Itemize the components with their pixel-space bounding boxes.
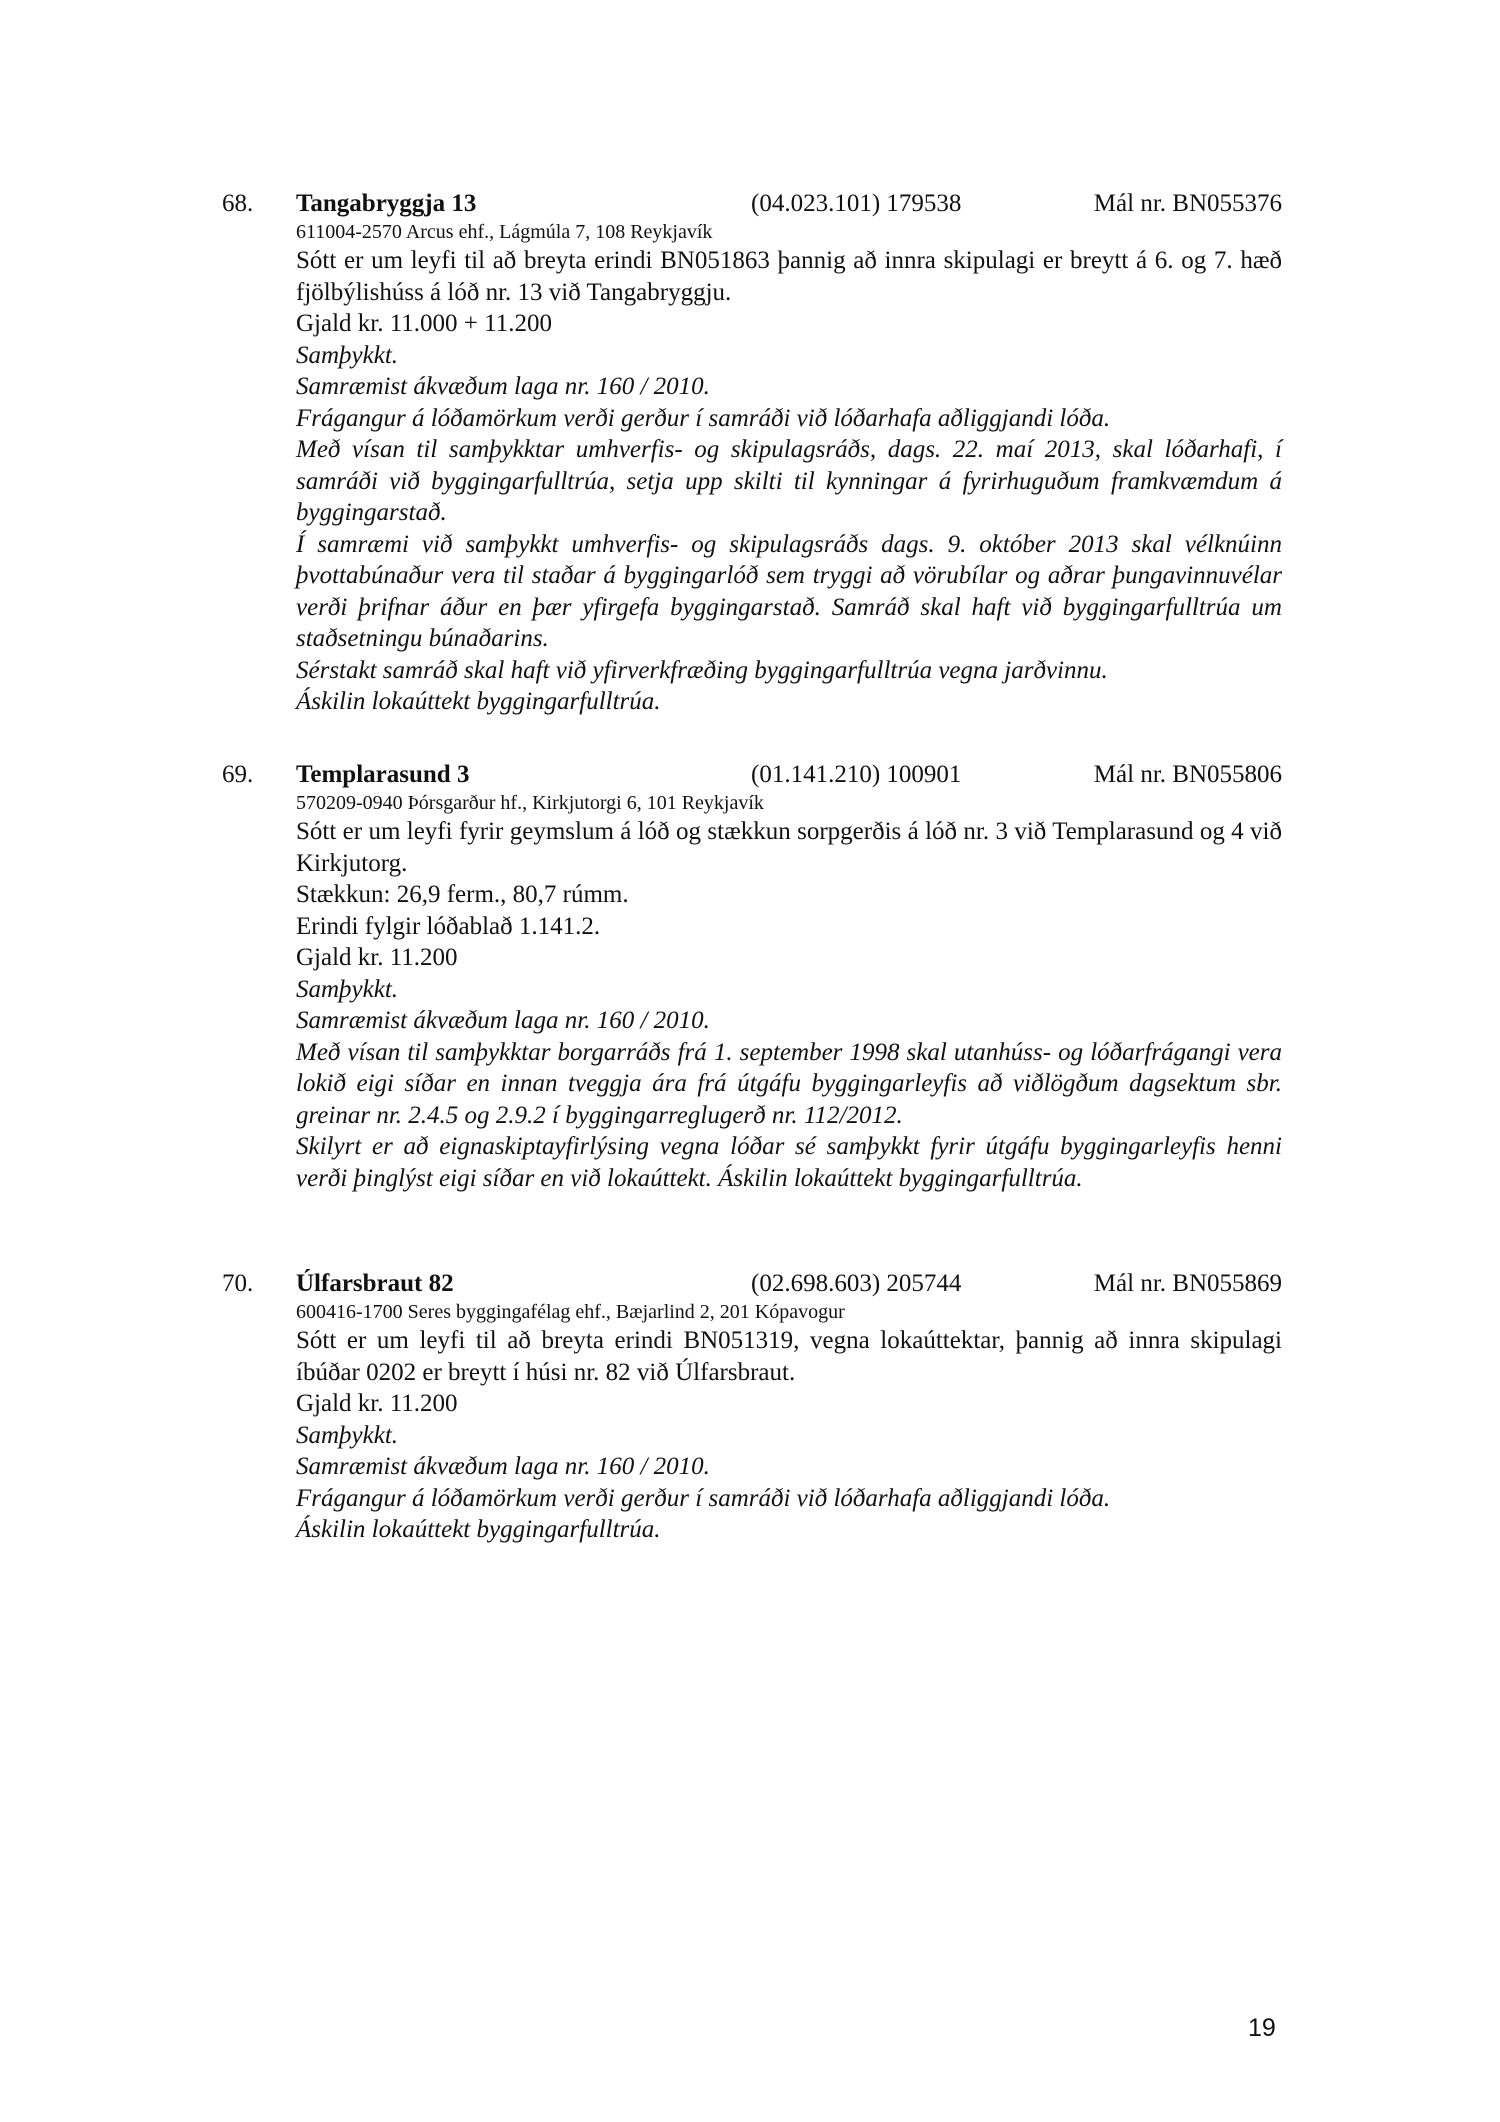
paragraph: Sótt er um leyfi til að breyta erindi BN051863 þannig að innra skipulagi er breytt á 6. og 7. hæð fjölbýlishúss á lóð nr. 13 við Tangabryggju. (296, 247, 1282, 306)
property-address: Úlfarsbraut 82 (296, 1270, 454, 1297)
paragraph: Gjald kr. 11.200 (296, 944, 458, 971)
entry-body (296, 245, 1282, 718)
paragraph: Samræmist ákvæðum laga nr. 160 / 2010. (296, 373, 710, 400)
page-number: 19 (1248, 2014, 1276, 2042)
paragraph: Með vísan til samþykktar umhverfis- og skipulagsráðs, dags. 22. maí 2013, skal lóðarhafi, í samráði við byggingarfulltrúa, setja upp skilti til kynningar á fyrirhuguðum framkvæmdum á byggingarstað. (296, 436, 1282, 526)
entry-header (222, 187, 1282, 221)
case-entry (222, 187, 1282, 718)
paragraph: Skilyrt er að eignaskiptayfirlýsing vegna lóðar sé samþykkt fyrir útgáfu byggingarleyfis henni verði þinglýst eigi síðar en við lokaúttekt. Áskilin lokaúttekt byggingarfulltrúa. (296, 1133, 1282, 1192)
paragraph: Frágangur á lóðamörkum verði gerður í samráði við lóðarhafa aðliggjandi lóða. (296, 1484, 1111, 1512)
paragraph: Áskilin lokaúttekt byggingarfulltrúa. (296, 688, 661, 715)
paragraph: Samþykkt. (296, 1421, 399, 1449)
property-address: Templarasund 3 (296, 761, 470, 788)
paragraph: Samþykkt. (296, 975, 399, 1003)
case-entry (222, 758, 1282, 1194)
case-entry (222, 1267, 1282, 1546)
paragraph: Áskilin lokaúttekt byggingarfulltrúa. (296, 1516, 661, 1543)
case-number: Mál nr. BN055806 (1093, 761, 1282, 788)
paragraph: Stækkun: 26,9 ferm., 80,7 rúmm. (296, 881, 629, 908)
entry-number: 68. (222, 190, 254, 217)
property-address: Tangabryggja 13 (296, 190, 477, 217)
case-number: Mál nr. BN055869 (1093, 1270, 1282, 1297)
entry-number: 69. (222, 761, 254, 788)
land-registry-code: (02.698.603) 205744 (751, 1270, 962, 1297)
paragraph: Með vísan til samþykktar borgarráðs frá 1. september 1998 skal utanhúss- og lóðarfrágangi vera lokið eigi síðar en innan tveggja ára frá útgáfu byggingarleyfis að viðlögðum dagsektum sbr. greinar nr. 2.4.5 og 2.9.2 í byggingarreglugerð nr. 112/2012. (296, 1038, 1282, 1129)
land-registry-code: (01.141.210) 100901 (751, 761, 962, 788)
paragraph: Samræmist ákvæðum laga nr. 160 / 2010. (296, 1007, 710, 1034)
paragraph: Sérstakt samráð skal haft við yfirverkfræðing byggingarfulltrúa vegna jarðvinnu. (296, 656, 1108, 684)
applicant-line: 600416-1700 Seres byggingafélag ehf., Bæjarlind 2, 201 Kópavogur (296, 1301, 845, 1323)
paragraph: Í samræmi við samþykkt umhverfis- og skipulagsráðs dags. 9. október 2013 skal vélknúinn þvottabúnaður vera til staðar á byggingarlóð sem tryggi að vörubílar og aðrar þungavinnuvélar verði þrifnar áður en þær yfirgefa byggingarstað. Samráð skal haft við byggingarfulltrúa um staðsetningu búnaðarins. (296, 530, 1282, 652)
paragraph: Sótt er um leyfi til að breyta erindi BN051319, vegna lokaúttektar, þannig að innra skipulagi íbúðar 0202 er breytt í húsi nr. 82 við Úlfarsbraut. (296, 1327, 1282, 1386)
paragraph: Erindi fylgir lóðablað 1.141.2. (296, 912, 601, 940)
entry-header (222, 1267, 1282, 1301)
entry-body (296, 816, 1282, 1194)
paragraph: Gjald kr. 11.000 + 11.200 (296, 310, 552, 337)
land-registry-code: (04.023.101) 179538 (751, 190, 962, 217)
paragraph: Samræmist ákvæðum laga nr. 160 / 2010. (296, 1453, 710, 1480)
paragraph: Sótt er um leyfi fyrir geymslum á lóð og stækkun sorpgerðis á lóð nr. 3 við Templarasund og 4 við Kirkjutorg. (296, 818, 1282, 877)
applicant-line: 611004-2570 Arcus ehf., Lágmúla 7, 108 Reykjavík (296, 221, 713, 243)
paragraph: Gjald kr. 11.200 (296, 1390, 458, 1417)
paragraph: Samþykkt. (296, 341, 399, 369)
entry-number: 70. (222, 1270, 254, 1297)
applicant-line: 570209-0940 Þórsgarður hf., Kirkjutorgi 6, 101 Reykjavík (296, 792, 764, 814)
case-number: Mál nr. BN055376 (1093, 190, 1282, 217)
entry-body (296, 1325, 1282, 1546)
paragraph: Frágangur á lóðamörkum verði gerður í samráði við lóðarhafa aðliggjandi lóða. (296, 404, 1111, 432)
entry-header (222, 758, 1282, 792)
